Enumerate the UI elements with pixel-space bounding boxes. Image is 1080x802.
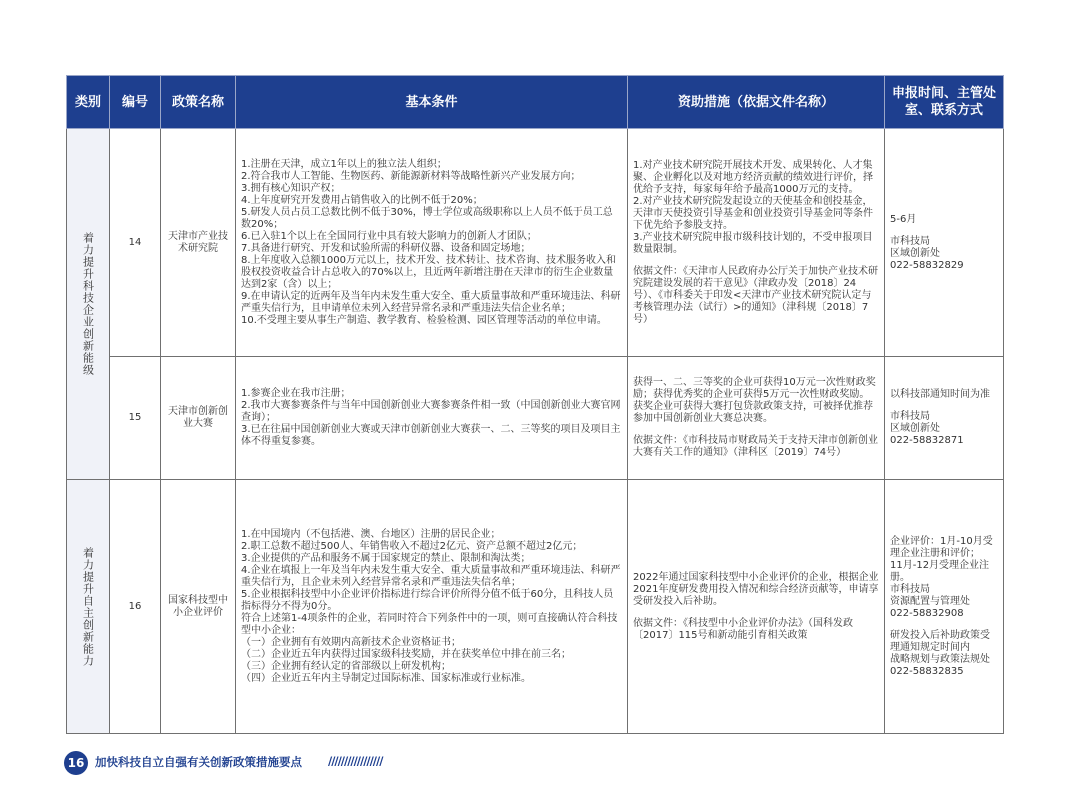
contact-cell xyxy=(885,357,1004,480)
contact-cell xyxy=(885,129,1004,357)
cell-line: 022-58832835 xyxy=(890,665,964,677)
conditions-cell xyxy=(236,357,628,480)
cell-line: （三）企业拥有经认定的省部级以上研发机构； xyxy=(241,660,451,672)
policy-name-cell: 天津市产业技术研究院 xyxy=(161,129,236,357)
cell-line: 3.企业提供的产品和服务不属于国家规定的禁止、限制和淘汰类； xyxy=(241,552,531,564)
support-cell xyxy=(628,357,885,480)
cell-line: 企业评价：1月-10月受理企业注册和评价； xyxy=(890,535,993,559)
page-number-badge: 16 xyxy=(64,751,88,775)
header-conditions: 基本条件 xyxy=(236,76,628,129)
cell-line: 3.已在往届中国创新创业大赛或天津市创新创业大赛获一、二、三等奖的项目及项目主体不得重复参赛。 xyxy=(241,424,621,447)
cell-line: 11月-12月受理企业注册。 xyxy=(890,559,990,583)
cell-line: 2022年通过国家科技型中小企业评价的企业，根据企业2021年度研发费用投入情况和综合经济贡献等，申请享受研发投入后补助。 xyxy=(633,571,879,607)
cell-line: 市科技局 xyxy=(890,411,930,422)
category-label: 着力提升科技企业创新能级 xyxy=(81,232,95,376)
paragraph-gap xyxy=(890,226,998,236)
cell-line: 获得一、二、三等奖的企业可获得10万元一次性财政奖励；获得优秀奖的企业可获得5万元一次性财政奖励。获奖企业可获得大赛打包贷款政策支持，可被择优推荐参加中国创新创业大赛总决赛。 xyxy=(633,377,876,424)
cell-line: 2.对产业技术研究院发起设立的天使基金和创投基金，天津市天使投资引导基金和创业投资引导基金同等条件下优先给予参股支持。 xyxy=(633,195,873,231)
cell-line: 3.产业技术研究院申报市级科技计划的，不受申报项目数量限制。 xyxy=(633,231,873,255)
cell-line: 资源配置与管理处 xyxy=(890,595,970,607)
policy-name-cell: 天津市创新创业大赛 xyxy=(161,357,236,480)
footer-title: 加快科技自立自强有关创新政策措施要点 xyxy=(95,755,302,769)
cell-line: 1.在中国境内（不包括港、澳、台地区）注册的居民企业； xyxy=(241,528,501,540)
contact-cell xyxy=(885,480,1004,734)
cell-line: 5.企业根据科技型中小企业评价指标进行综合评价所得分值不低于60分，且科技人员指标得分不得为0分。 xyxy=(241,588,614,612)
cell-line: 10.不受理主要从事生产制造、教学教育、检验检测、园区管理等活动的单位申请。 xyxy=(241,314,607,326)
cell-line: 022-58832829 xyxy=(890,259,964,271)
cell-line: 8.上年度收入总额1000万元以上，技术开发、技术转让、技术咨询、技术服务收入和股权投资收益合计占总收入的70%以上，且近两年新增注册在天津市的衍生企业数量达到2家（含）以上； xyxy=(241,254,616,290)
cell-line: 5.研发人员占员工总数比例不低于30%，博士学位或高级职称以上人员不低于员工总数20%； xyxy=(241,206,613,230)
cell-line: 区域创新处 xyxy=(890,247,940,259)
cell-line: 4.上年度研究开发费用占销售收入的比例不低于20%； xyxy=(241,194,483,206)
cell-line: 1.对产业技术研究院开展技术开发、成果转化、人才集聚、企业孵化以及对地方经济贡献的绩效进行评价，择优给予支持，每家每年给予最高1000万元的支持。 xyxy=(633,159,873,195)
category-cell xyxy=(67,480,110,734)
conditions-cell xyxy=(236,129,628,357)
conditions-cell xyxy=(236,480,628,734)
policy-name-cell: 国家科技型中小企业评价 xyxy=(161,480,236,734)
cell-line: 1.注册在天津，成立1年以上的独立法人组织； xyxy=(241,158,447,170)
cell-line: 5-6月 xyxy=(890,213,917,225)
cell-line: 区域创新处 xyxy=(890,423,940,434)
cell-line: （二）企业近五年内获得过国家级科技奖励，并在获奖单位中排在前三名； xyxy=(241,648,571,660)
paragraph-gap xyxy=(633,425,879,435)
cell-line: （四）企业近五年内主导制定过国际标准、国家标准或行业标准。 xyxy=(241,672,531,684)
cell-line: 以科技部通知时间为准 xyxy=(890,389,990,400)
number-cell: 16 xyxy=(110,480,161,734)
cell-line: 1.参赛企业在我市注册； xyxy=(241,388,351,399)
support-cell xyxy=(628,129,885,357)
table-row xyxy=(67,480,1004,734)
cell-line: 依据文件：《市科技局市财政局关于支持天津市创新创业大赛有关工作的通知》（津科区〔2019〕74号） xyxy=(633,435,878,458)
paragraph-gap xyxy=(633,256,879,266)
number-cell: 15 xyxy=(110,357,161,480)
cell-line: 战略规划与政策法规处 xyxy=(890,653,990,665)
cell-line: 022-58832871 xyxy=(890,435,964,446)
cell-line: 2.职工总数不超过500人、年销售收入不超过2亿元、资产总额不超过2亿元； xyxy=(241,540,583,552)
header-support: 资助措施（依据文件名称） xyxy=(628,76,885,129)
footer-decoration: ///////////////// xyxy=(328,754,383,768)
cell-line: 市科技局 xyxy=(890,583,930,595)
cell-line: 3.拥有核心知识产权； xyxy=(241,182,341,194)
cell-line: 依据文件：《科技型中小企业评价办法》（国科发政〔2017〕115号和新动能引育相关政策 xyxy=(633,617,853,641)
table-row xyxy=(67,357,1004,480)
policy-table xyxy=(66,75,1004,734)
category-label: 着力提升自主创新能力 xyxy=(81,546,95,667)
paragraph-gap xyxy=(633,608,879,618)
paragraph-gap xyxy=(890,401,998,411)
cell-line: （一）企业拥有有效期内高新技术企业资格证书； xyxy=(241,636,461,648)
table-header-row xyxy=(67,76,1004,129)
header-category: 类别 xyxy=(67,76,110,129)
header-contact: 申报时间、主管处室、联系方式 xyxy=(885,76,1004,129)
paragraph-gap xyxy=(890,620,998,630)
support-cell xyxy=(628,480,885,734)
cell-line: 7.具备进行研究、开发和试验所需的科研仪器、设备和固定场地； xyxy=(241,242,531,254)
cell-line: 4.企业在填报上一年及当年内未发生重大安全、重大质量事故和严重环境违法、科研严重失信行为，且企业未列入经营异常名录和严重违法失信名单； xyxy=(241,564,621,588)
table-row xyxy=(67,129,1004,357)
category-cell xyxy=(67,129,110,480)
cell-line: 依据文件：《天津市人民政府办公厅关于加快产业技术研究院建设发展的若干意见》（津政办发〔2018〕24号）、《市科委关于印发<天津市产业技术研究院认定与考核管理办法（试行）>的通知》（津科规〔2018〕7号） xyxy=(633,265,878,325)
header-policy-name: 政策名称 xyxy=(161,76,236,129)
number-cell: 14 xyxy=(110,129,161,357)
cell-line: 2.符合我市人工智能、生物医药、新能源新材料等战略性新兴产业发展方向； xyxy=(241,170,581,182)
cell-line: 市科技局 xyxy=(890,235,930,247)
cell-line: 2.我市大赛参赛条件与当年中国创新创业大赛参赛条件相一致（中国创新创业大赛官网查询）； xyxy=(241,400,621,423)
cell-line: 研发投入后补助政策受理通知规定时间内 xyxy=(890,629,990,653)
cell-line: 9.在申请认定的近两年及当年内未发生重大安全、重大质量事故和严重环境违法、科研严重失信行为，且申请单位未列入经营异常名录和严重违法失信企业名单； xyxy=(241,290,621,314)
cell-line: 6.已入驻1个以上在全国同行业中具有较大影响力的创新人才团队； xyxy=(241,230,537,242)
cell-line: 符合上述第1-4项条件的企业，若同时符合下列条件中的一项，则可直接确认符合科技型中小企业： xyxy=(241,612,618,636)
cell-line: 022-58832908 xyxy=(890,607,964,619)
header-number: 编号 xyxy=(110,76,161,129)
